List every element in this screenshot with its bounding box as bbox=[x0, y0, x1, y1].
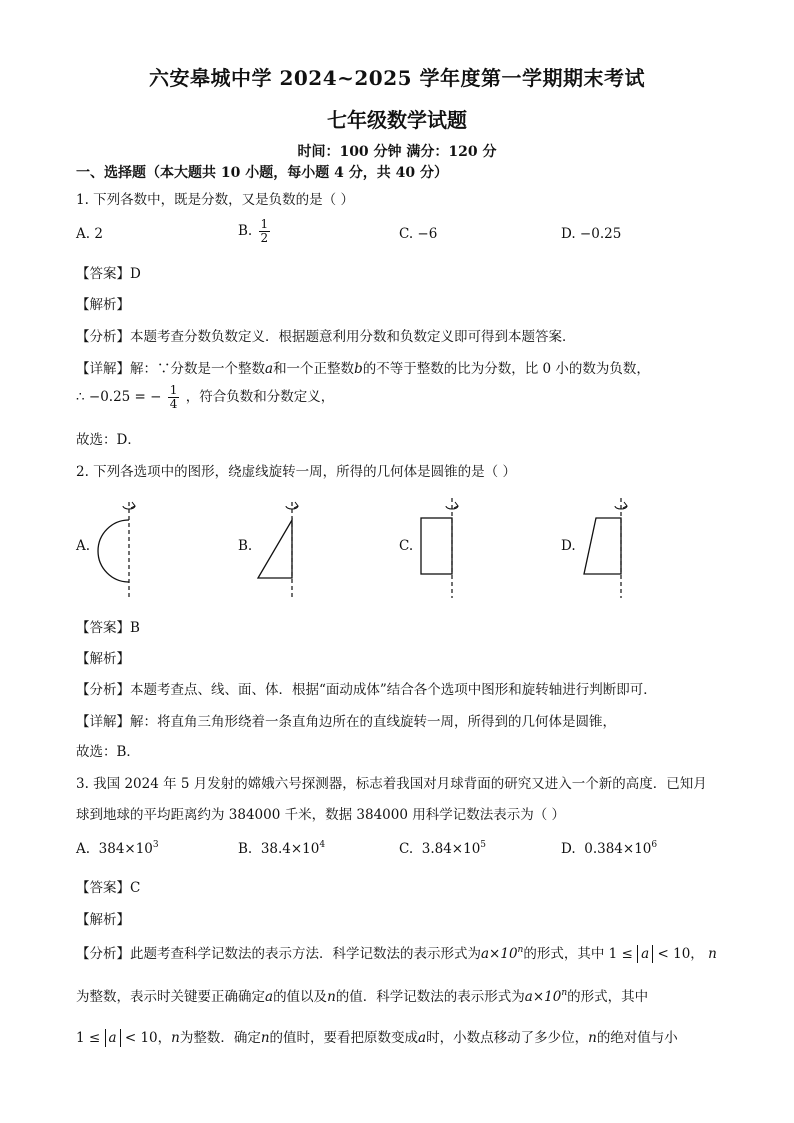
q2-stem: 2. 下列各选项中的图形，绕虚线旋转一周，所得的几何体是圆锥的是（ ） bbox=[76, 464, 516, 480]
exam-subtitle: 七年级数学试题 bbox=[327, 108, 467, 132]
option-exponent: 6 bbox=[651, 840, 658, 850]
option-base: 38.4×10 bbox=[260, 841, 320, 857]
var-n: n bbox=[327, 989, 336, 1005]
fraction bbox=[168, 384, 180, 411]
q1-stem: 1. 下列各数中，既是分数，又是负数的是（ ） bbox=[76, 192, 354, 208]
absolute-value: a bbox=[105, 1029, 121, 1047]
text-segment: 的形式，其中 bbox=[567, 989, 649, 1005]
q2-option-c-label: C. bbox=[399, 538, 414, 554]
q2-option-b-label: B. bbox=[238, 538, 253, 554]
option-exponent: 4 bbox=[319, 840, 326, 850]
q2-answer: 【答案】B bbox=[76, 620, 140, 636]
absolute-value: a bbox=[637, 945, 653, 963]
q2-figure-b-triangle bbox=[252, 498, 302, 600]
q3-fenxi-line3 bbox=[76, 1026, 678, 1047]
option-base: 3.84×10 bbox=[421, 841, 481, 857]
q2-analysis-tag: 【解析】 bbox=[76, 651, 130, 667]
q1-analysis-tag: 【解析】 bbox=[76, 297, 130, 313]
q3-answer: 【答案】C bbox=[76, 880, 141, 896]
q1-xiangjie bbox=[76, 357, 650, 377]
fraction-denominator: 4 bbox=[169, 397, 178, 411]
text-segment: 的形式，其中 bbox=[523, 946, 605, 962]
q2-xiangjie: 【详解】解：将直角三角形绕着一条直角边所在的直线旋转一周，所得到的几何体是圆锥， bbox=[76, 714, 616, 730]
option-label: C. bbox=[399, 841, 414, 857]
inequality-right: < 10， bbox=[657, 946, 704, 962]
var-a: a bbox=[418, 1030, 427, 1046]
var-n: n bbox=[708, 946, 717, 962]
text-segment: 为整数．确定 bbox=[179, 1030, 261, 1046]
text-segment: 时，小数点移动了多少位， bbox=[426, 1030, 589, 1046]
math-exponent: n bbox=[517, 945, 524, 955]
exam-title: 六安皋城中学 2024~2025 学年度第一学期期末考试 bbox=[148, 66, 645, 90]
math-exponent: n bbox=[561, 988, 568, 998]
var-a: a bbox=[265, 361, 274, 377]
var-b: b bbox=[354, 361, 363, 377]
text-segment: ∴ −0.25 = − bbox=[76, 389, 162, 405]
fraction-denominator: 2 bbox=[260, 231, 269, 245]
q3-stem-line1: 3. 我国 2024 年 5 月发射的嫦娥六号探测器，标志着我国对月球背面的研究又进入一个新的高度．已知月 bbox=[76, 776, 707, 792]
q1-derivation bbox=[76, 384, 334, 411]
text-segment: 【详解】解：∵分数是一个整数 bbox=[76, 361, 265, 377]
q3-analysis-tag: 【解析】 bbox=[76, 912, 130, 928]
inequality-right: < 10， bbox=[124, 1030, 172, 1046]
q2-conclusion: 故选：B． bbox=[76, 744, 140, 760]
text-segment: 的绝对值与小 bbox=[596, 1030, 678, 1046]
text-segment: 【分析】此题考查科学记数法的表示方法．科学记数法的表示形式为 bbox=[76, 946, 481, 962]
q3-fenxi-line1 bbox=[76, 942, 717, 963]
q3-option-b bbox=[238, 840, 325, 857]
q1-answer: 【答案】D bbox=[76, 266, 141, 282]
text-segment: 为整数，表示时关键要正确确定 bbox=[76, 989, 265, 1005]
q2-figure-a-semicircle bbox=[90, 498, 140, 600]
text-segment: 和一个正整数 bbox=[273, 361, 355, 377]
option-label: D. bbox=[561, 841, 576, 857]
option-base: 384×10 bbox=[98, 841, 153, 857]
var-a: a bbox=[265, 989, 274, 1005]
option-exponent: 5 bbox=[480, 840, 487, 850]
q1-option-a: A. 2 bbox=[76, 226, 103, 242]
fraction-numerator: 1 bbox=[260, 217, 269, 231]
var-n: n bbox=[260, 1030, 270, 1046]
q1-option-b bbox=[238, 218, 272, 245]
text-segment: 的值以及 bbox=[273, 989, 328, 1005]
text-segment: ，符合负数和分数定义， bbox=[185, 389, 335, 405]
option-base: 0.384×10 bbox=[584, 841, 652, 857]
q2-fenxi: 【分析】本题考查点、线、面、体．根据“面动成体”结合各个选项中图形和旋转轴进行判断即可． bbox=[76, 682, 657, 698]
section-heading: 一、选择题（本大题共 10 小题，每小题 4 分，共 40 分） bbox=[76, 165, 448, 181]
q2-option-a-label: A. bbox=[76, 538, 91, 554]
time-score-line: 时间：100 分钟 满分：120 分 bbox=[297, 144, 497, 160]
q1-option-c: C. −6 bbox=[399, 226, 438, 242]
fraction-numerator: 1 bbox=[169, 383, 178, 397]
q2-figure-c-rectangle bbox=[412, 494, 462, 600]
q2-option-d-label: D. bbox=[561, 538, 576, 554]
q1-option-b-label: B. bbox=[238, 223, 253, 239]
inequality-left: 1 ≤ bbox=[76, 1030, 101, 1046]
q2-figure-d-trapezoid bbox=[578, 494, 628, 600]
var-n: n bbox=[171, 1030, 180, 1046]
math-expression: a×10 bbox=[481, 946, 518, 962]
q1-option-b-fraction bbox=[259, 218, 271, 245]
inequality-left: 1 ≤ bbox=[608, 946, 633, 962]
text-segment: 的值．科学记数法的表示形式为 bbox=[335, 989, 525, 1005]
var-n: n bbox=[588, 1030, 597, 1046]
option-exponent: 3 bbox=[152, 840, 159, 850]
q1-fenxi: 【分析】本题考查分数负数定义．根据题意利用分数和负数定义即可得到本题答案． bbox=[76, 329, 576, 345]
text-segment: 的值时，要看把原数变成 bbox=[269, 1030, 419, 1046]
q3-stem-line2: 球到地球的平均距离约为 384000 千米，数据 384000 用科学记数法表示为（ ） bbox=[76, 807, 566, 823]
option-label: B. bbox=[238, 841, 253, 857]
q3-fenxi-line2 bbox=[76, 985, 648, 1005]
q1-option-d: D. −0.25 bbox=[561, 226, 622, 242]
q3-option-a bbox=[76, 840, 159, 857]
option-label: A. bbox=[76, 841, 91, 857]
q1-conclusion: 故选：D． bbox=[76, 432, 141, 448]
q3-option-d bbox=[561, 840, 657, 857]
text-segment: 的不等于整数的比为分数，比 0 小的数为负数， bbox=[362, 361, 650, 377]
q3-option-c bbox=[399, 840, 486, 857]
math-expression: a×10 bbox=[524, 989, 562, 1005]
